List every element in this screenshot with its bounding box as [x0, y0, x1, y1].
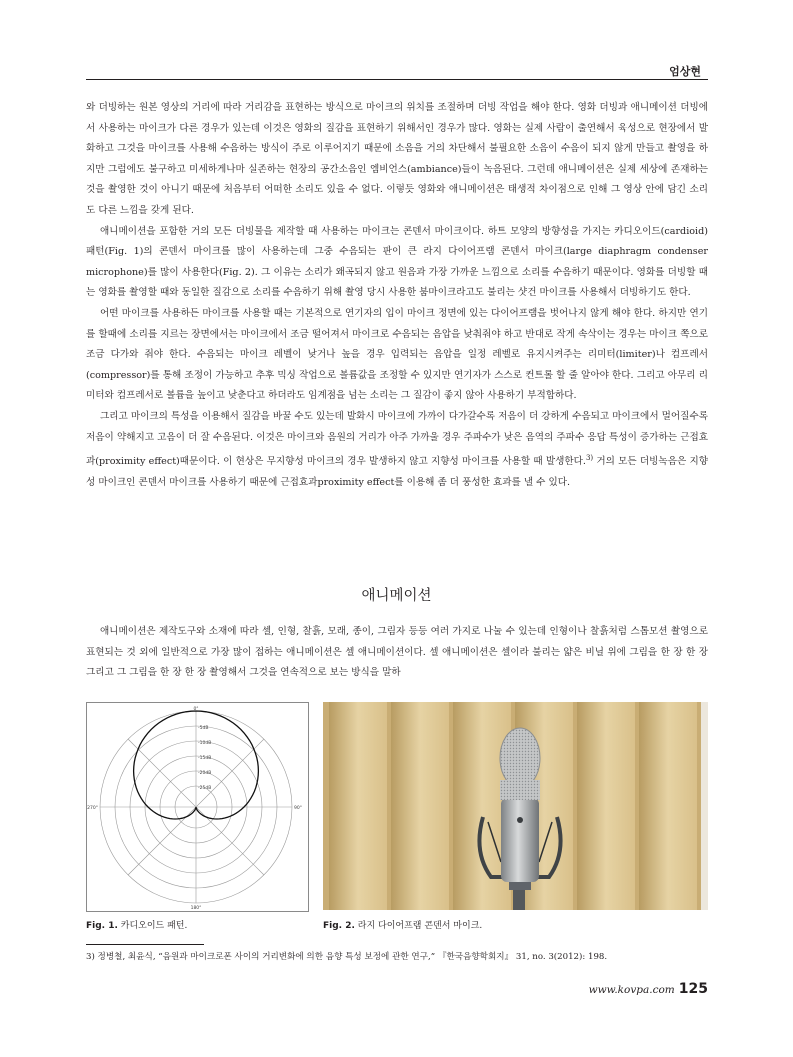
figure-2-label: Fig. 2.	[323, 921, 355, 931]
figure-2-caption	[323, 918, 482, 931]
figure-cardioid-pattern	[86, 702, 309, 912]
running-header-author: 엄상현	[669, 65, 701, 78]
body-text-block-1	[86, 98, 708, 493]
acoustic-panel	[391, 702, 449, 910]
mic-badge	[517, 817, 523, 823]
ring-label-5db: -5dB	[198, 726, 209, 731]
angle-label-180: 180°	[190, 906, 202, 911]
mic-connector	[509, 882, 531, 890]
ring-label-20db: -20dB	[198, 771, 212, 776]
ring-label-10db: -10dB	[198, 741, 212, 746]
angle-label-270: 270°	[87, 806, 98, 811]
mic-grille-lower	[500, 780, 540, 800]
microphone-photo	[323, 702, 708, 910]
paragraph-2: 애니메이션을 포함한 거의 모든 더빙물을 제작할 때 사용하는 마이크는 콘덴서 마이크이다. 하트 모양의 방향성을 가지는 카디오이드(cardioid) 패턴(Fig. 1)의 콘덴서 마이크를 많이 사용하는데 그중 수음되는 판이 큰 라지 다이어프램 콘덴서 마이크(large diaphragm condenser microphone)를 많이 사용한다(Fig. 2). 그 이유는 소리가 왜곡되지 않고 원음과 가장 가까운 느낌으로 소리를 수음하기 때문이다. 영화를 더빙할 때는 영화를 촬영할 때와 동일한 질감으로 소리를 수음하기 위해 촬영 당시 사용한 붐마이크라고도 불리는 샷건 마이크를 사용해서 더빙하기도 한다.	[86, 225, 708, 299]
mic-body	[501, 798, 539, 882]
figure-1-label: Fig. 1.	[86, 921, 118, 931]
angle-label-0: 0°	[193, 707, 199, 712]
acoustic-panel	[639, 702, 697, 910]
footnote-rule	[86, 944, 204, 945]
figure-1-caption-text: 카디오이드 패턴.	[117, 921, 188, 931]
cardioid-polar-chart	[87, 703, 308, 911]
page-footer	[589, 981, 708, 997]
footer-url[interactable]: www.kovpa.com	[588, 984, 675, 996]
figure-1-caption	[86, 918, 187, 931]
wall-edge	[701, 702, 708, 910]
header-rule	[86, 79, 708, 80]
body-text-block-2	[86, 622, 708, 684]
paragraph-4-text-end: 거의 모든 더빙녹음은 지향성 마이크인 콘덴서 마이크를 사용하기 때문에 근접효과proximity effect를 이용해 좀 더 풍성한 효과를 낼 수 있다.	[86, 456, 708, 488]
paragraph-4-text: 그리고 마이크의 특성을 이용해서 질감을 바꿀 수도 있는데 발화시 마이크에 가까이 다가갈수록 저음이 더 강하게 수음되고 마이크에서 멀어질수록 저음이 약해지고 고음이 더 잘 수음된다. 이것은 마이크와 음원의 거리가 아주 가까울 경우 주파수가 낮은 음역의 주파수 응답 특성이 증가하는 근접효과(proximity effect)때문이다. 이 현상은 무지향성 마이크의 경우 발생하지 않고 지향성 마이크를 사용할 때 발생한다.	[86, 410, 708, 468]
footnote-ref-3[interactable]: 3)	[585, 454, 594, 463]
figure-2-caption-text: 라지 다이어프램 콘덴서 마이크.	[354, 921, 483, 931]
page-number: 125	[678, 981, 708, 997]
paragraph-4	[86, 407, 708, 494]
paragraph-1: 와 더빙하는 원본 영상의 거리에 따라 거리감을 표현하는 방식으로 마이크의 위치를 조절하며 더빙 작업을 해야 한다. 영화 더빙과 애니메이션 더빙에서 사용하는 마이크가 다른 경우가 있는데 이것은 영화의 질감을 표현하기 위해서인 경우가 많다. 영화는 실제 사람이 출연해서 육성으로 현장에서 발화하고 그것을 마이크를 사용해 수음하는 방식이 주로 이루어지기 때문에 소음을 거의 차단해서 불필요한 소음이 수음이 되지 않게 만들고 촬영을 하지만 그럼에도 불구하고 미세하게나마 실존하는 현장의 공간소음인 엠비언스(ambiance)들이 녹음된다. 그런데 애니메이션은 실제 세상에 존재하는 것을 촬영한 것이 아니기 때문에 처음부터 어떠한 소리도 있을 수 없다. 이렇듯 영화와 애니메이션은 태생적 차이점으로 인해 그 영상 안에 담긴 소리도 다른 느낌을 갖게 된다.	[86, 102, 708, 216]
footnote-3: 3) 정병철, 최윤식, “음원과 마이크로폰 사이의 거리변화에 의한 음향 특성 보정에 관한 연구,” 『한국음향학회지』 31, no. 3(2012): 198.	[86, 952, 608, 962]
ring-label-25db: -25dB	[198, 786, 212, 791]
paragraph-3: 어떤 마이크를 사용하든 마이크를 사용할 때는 기본적으로 연기자의 입이 마이크 정면에 있는 다이어프램을 벗어나지 않게 해야 한다. 하지만 연기를 할때에 소리를 지르는 장면에서는 마이크에서 조금 떨어져서 마이크로 수음되는 음압을 낮춰줘야 하고 반대로 작게 속삭이는 경우는 마이크 쪽으로 조금 다가와 줘야 한다. 수음되는 마이크 레벨이 낮거나 높을 경우 입력되는 음압을 일정 레벨로 유지시켜주는 리미터(limiter)나 컴프레서(compressor)를 통해 조정이 가능하고 추후 믹싱 작업으로 볼륨값을 조정할 수 있지만 연기자가 스스로 컨트롤 할 줄 알아야 한다. 그리고 아무리 리미터와 컴프레서로 볼륨을 높이고 낮춘다고 하더라도 임계점을 넘는 소리는 그 질감이 좋지 않아 사용하기 부적합하다.	[86, 307, 708, 402]
section-title: 애니메이션	[361, 588, 432, 604]
ring-label-15db: -15dB	[198, 756, 212, 761]
paragraph-5: 애니메이션은 제작도구와 소재에 따라 셀, 인형, 찰흙, 모래, 종이, 그림자 등등 여러 가지로 나눌 수 있는데 인형이나 찰흙처럼 스톱모션 촬영으로 표현되는 것 외에 일반적으로 가장 많이 접하는 애니메이션은 셀 애니메이션이다. 셀 애니메이션은 셀이라 불리는 얇은 비닐 위에 그림을 한 장 한 장 그리고 그 그림을 한 장 한 장 촬영해서 그것을 연속적으로 보는 방식을 말하	[86, 626, 708, 679]
acoustic-panel	[329, 702, 387, 910]
mic-grille	[500, 728, 540, 788]
figure-condenser-microphone	[323, 702, 708, 910]
acoustic-panel	[577, 702, 635, 910]
angle-label-90: 90°	[294, 806, 302, 811]
